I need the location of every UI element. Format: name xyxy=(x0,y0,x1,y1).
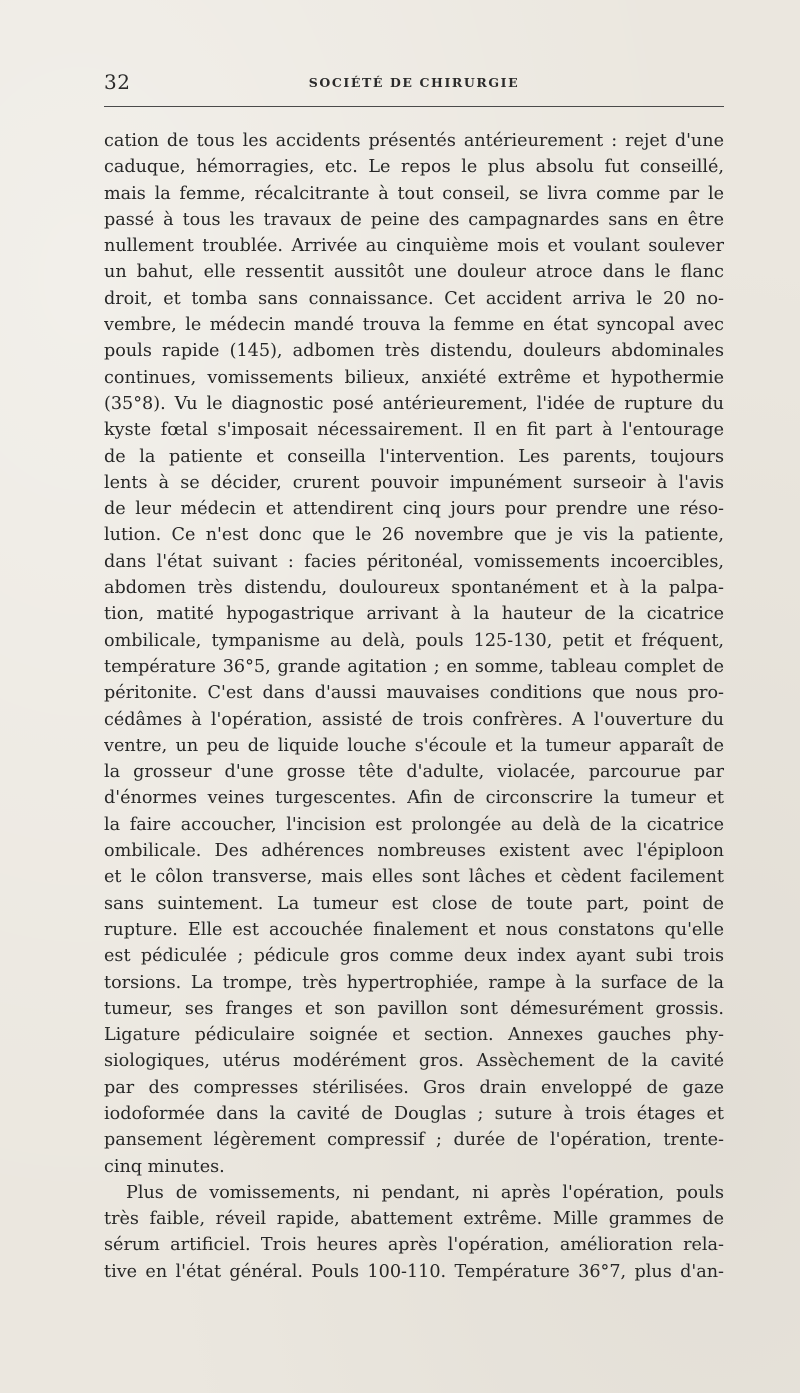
text-line: lution. Ce n'est donc que le 26 novembre que je vis la patiente, xyxy=(104,525,724,546)
text-line: iodoformée dans la cavité de Douglas ; suture à trois étages et xyxy=(104,1103,724,1124)
text-line: rupture. Elle est accouchée finalement et nous constatons qu'elle xyxy=(104,919,724,940)
text-line: de leur médecin et attendirent cinq jours pour prendre une réso- xyxy=(104,499,724,520)
text-line: kyste fœtal s'imposait nécessairement. Il en fit part à l'entourage xyxy=(104,420,724,441)
text-line: droit, et tomba sans connaissance. Cet accident arriva le 20 no- xyxy=(104,288,724,309)
body-text xyxy=(104,128,724,1285)
text-line: cation de tous les accidents présentés antérieurement : rejet d'une xyxy=(104,131,724,151)
text-line: Plus de vomissements, ni pendant, ni après l'opération, pouls xyxy=(126,1182,724,1203)
text-line: et le côlon transverse, mais elles sont lâches et cèdent facilement xyxy=(104,867,724,888)
text-line: torsions. La trompe, très hypertrophiée, rampe à la surface de la xyxy=(104,972,724,993)
text-line: mais la femme, récalcitrante à tout conseil, se livra comme par le xyxy=(104,183,724,204)
text-line: température 36°5, grande agitation ; en somme, tableau complet de xyxy=(104,656,724,677)
text-line: tion, matité hypogastrique arrivant à la hauteur de la cicatrice xyxy=(104,604,724,625)
header-title: SOCIÉTÉ DE CHIRURGIE xyxy=(308,75,520,90)
text-line: la grosseur d'une grosse tête d'adulte, violacée, parcourue par xyxy=(104,762,724,783)
text-line: nullement troublée. Arrivée au cinquième mois et voulant soulever xyxy=(104,236,724,257)
text-line: continues, vomissements bilieux, anxiété extrême et hypothermie xyxy=(104,367,724,388)
text-line: la faire accoucher, l'incision est prolongée au delà de la cicatrice xyxy=(104,814,724,835)
text-line: vembre, le médecin mandé trouva la femme en état syncopal avec xyxy=(104,315,724,336)
text-line: (35°8). Vu le diagnostic posé antérieurement, l'idée de rupture du xyxy=(104,393,724,414)
text-line: Ligature pédiculaire soignée et section. Annexes gauches phy- xyxy=(104,1025,724,1046)
text-line: sans suintement. La tumeur est close de toute part, point de xyxy=(104,893,724,914)
header-rule xyxy=(104,106,724,107)
paragraph xyxy=(104,128,724,1180)
text-line: de la patiente et conseilla l'intervention. Les parents, toujours xyxy=(104,446,724,467)
text-line: cédâmes à l'opération, assisté de trois confrères. A l'ouverture du xyxy=(104,709,724,730)
text-line: pouls rapide (145), adbomen très distendu, douleurs abdominales xyxy=(104,341,724,362)
page-number: 32 xyxy=(104,70,131,94)
text-line: siologiques, utérus modérément gros. Assèchement de la cavité xyxy=(104,1051,724,1072)
text-line: abdomen très distendu, douloureux spontanément et à la palpa- xyxy=(104,578,724,599)
text-line: est pédiculée ; pédicule gros comme deux index ayant subi trois xyxy=(104,946,724,967)
paragraph xyxy=(104,1180,724,1285)
text-line: très faible, réveil rapide, abattement extrême. Mille grammes de xyxy=(104,1209,724,1230)
text-line: ventre, un peu de liquide louche s'écoule et la tumeur apparaît de xyxy=(104,735,724,756)
text-line: un bahut, elle ressentit aussitôt une douleur atroce dans le flanc xyxy=(104,262,724,283)
running-head xyxy=(104,64,724,98)
text-line: par des compresses stérilisées. Gros drain enveloppé de gaze xyxy=(104,1077,724,1098)
text-line: ombilicale, tympanisme au delà, pouls 125-130, petit et fréquent, xyxy=(104,630,724,651)
text-line: passé à tous les travaux de peine des campagnardes sans en être xyxy=(104,209,724,230)
text-line: d'énormes veines turgescentes. Afin de circonscrire la tumeur et xyxy=(104,788,724,809)
text-line: tumeur, ses franges et son pavillon sont démesurément grossis. xyxy=(104,998,724,1019)
text-line: sérum artificiel. Trois heures après l'opération, amélioration rela- xyxy=(104,1235,724,1256)
text-line: lents à se décider, crurent pouvoir impunément surseoir à l'avis xyxy=(104,472,724,493)
text-line: cinq minutes. xyxy=(104,1156,225,1177)
text-line: tive en l'état général. Pouls 100-110. Température 36°7, plus d'an- xyxy=(104,1261,724,1282)
text-line: péritonite. C'est dans d'aussi mauvaises conditions que nous pro- xyxy=(104,683,724,704)
text-line: pansement légèrement compressif ; durée de l'opération, trente- xyxy=(104,1130,724,1151)
text-line: dans l'état suivant : facies péritonéal, vomissements incoercibles, xyxy=(104,551,724,572)
text-line: caduque, hémorragies, etc. Le repos le plus absolu fut conseillé, xyxy=(104,157,724,178)
text-line: ombilicale. Des adhérences nombreuses existent avec l'épiploon xyxy=(104,841,724,862)
